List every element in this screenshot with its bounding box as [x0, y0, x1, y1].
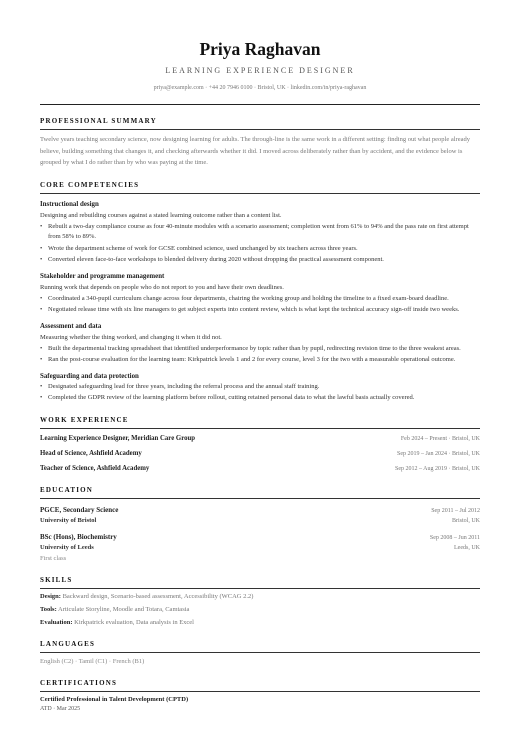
certification-issuer-date: ATD · Mar 2025	[40, 705, 81, 712]
summary-section	[40, 117, 480, 169]
list-item: • Completed the GDPR review of the learning platform before rollout, cutting retained personal data to what the lawful basis actually covered.	[40, 393, 480, 404]
list-item: • Rebuilt a two-day compliance course as four 40-minute modules with a scenario assessment; completion went from 61% to 94% and the pass rate on first attempt from 58% to 89%.	[40, 222, 480, 243]
job-row	[40, 464, 480, 474]
header-divider	[40, 104, 480, 105]
candidate-name: Priya Raghavan	[199, 39, 321, 59]
competencies-section	[40, 181, 480, 404]
skills-section	[40, 576, 480, 628]
competency-list	[40, 294, 480, 316]
competency-description: Running work that depends on people who do not report to you and have their own deadlines.	[40, 283, 284, 291]
section-title: WORK EXPERIENCE	[40, 415, 129, 424]
competency-description: Designing and rebuilding courses against a stated learning outcome rather than a content list.	[40, 211, 282, 219]
competency-description: Measuring whether the thing worked, and changing it when it did not.	[40, 333, 222, 341]
degree-title: PGCE, Secondary Science	[40, 505, 119, 514]
skill-label: Evaluation:	[40, 618, 73, 626]
languages-list: English (C2) · Tamil (C1) · French (B1)	[40, 657, 145, 665]
candidate-headline: LEARNING EXPERIENCE DESIGNER	[165, 66, 355, 75]
list-item: • Converted eleven face-to-face workshops to blended delivery during 2020 without dropping the practical assessment component.	[40, 255, 480, 266]
competency-title: Stakeholder and programme management	[40, 272, 165, 280]
competency-title: Instructional design	[40, 200, 99, 208]
job-title: Head of Science, Ashfield Academy	[40, 449, 142, 457]
job-row	[40, 434, 480, 444]
education-dates: Sep 2008 – Jun 2011	[429, 534, 480, 541]
list-item: • Wrote the department scheme of work for GCSE combined science, used unchanged by six teachers across three years.	[40, 244, 480, 255]
certifications-section	[40, 679, 480, 714]
education-entry	[40, 532, 480, 564]
section-title: LANGUAGES	[40, 639, 96, 648]
list-item: • Designated safeguarding lead for three years, including the referral process and the annual staff training.	[40, 382, 480, 393]
list-item: • Coordinated a 340-pupil curriculum change across four departments, chairing the working group and holding the timeline to a fixed exam-board deadline.	[40, 294, 480, 305]
competency-group	[40, 372, 480, 404]
competency-list	[40, 344, 480, 366]
section-divider	[40, 588, 480, 589]
section-title: CERTIFICATIONS	[40, 678, 118, 687]
skill-value: Articulate Storyline, Moodle and Totara, Camtasia	[58, 605, 190, 613]
section-divider	[40, 129, 480, 130]
degree-classification: First class	[40, 554, 67, 562]
job-row	[40, 449, 480, 459]
education-section	[40, 486, 480, 564]
competency-list	[40, 222, 480, 266]
section-divider	[40, 652, 480, 653]
competency-title: Safeguarding and data protection	[40, 372, 139, 380]
competency-list	[40, 382, 480, 404]
education-entry	[40, 505, 480, 526]
skill-row	[40, 605, 480, 615]
skill-label: Tools:	[40, 605, 57, 613]
competency-title: Assessment and data	[40, 322, 102, 330]
skill-row	[40, 618, 480, 628]
school-location: Leeds, UK	[454, 544, 480, 551]
section-divider	[40, 193, 480, 194]
education-dates: Sep 2011 – Jul 2012	[431, 507, 480, 514]
experience-section	[40, 416, 480, 474]
skill-value: Kirkpatrick evaluation, Data analysis in Excel	[74, 618, 194, 626]
section-divider	[40, 428, 480, 429]
skill-label: Design:	[40, 592, 61, 600]
competency-group	[40, 200, 480, 266]
competency-group	[40, 322, 480, 366]
degree-title: BSc (Hons), Biochemistry	[40, 532, 117, 541]
list-item: • Ran the post-course evaluation for the learning team: Kirkpatrick levels 1 and 2 for every course, level 3 for the two with a measurable operational outcome.	[40, 355, 480, 366]
skill-value: Backward design, Scenario-based assessment, Accessibility (WCAG 2.2)	[62, 592, 254, 600]
school-name: University of Leeds	[40, 543, 94, 551]
certification-name: Certified Professional in Talent Development (CPTD)	[40, 695, 189, 703]
list-item: • Negotiated release time with six line managers to get subject experts into content review, which is what kept the technical accuracy sign-off inside two weeks.	[40, 305, 480, 316]
section-title: SKILLS	[40, 575, 73, 584]
skill-row	[40, 592, 480, 602]
section-divider	[40, 498, 480, 499]
school-name: University of Bristol	[40, 516, 97, 524]
section-divider	[40, 691, 480, 692]
section-title: EDUCATION	[40, 485, 94, 494]
job-dates-location: Feb 2024 – Present · Bristol, UK	[400, 435, 480, 442]
resume-header	[40, 0, 480, 92]
school-location: Bristol, UK	[451, 517, 480, 524]
job-title: Teacher of Science, Ashfield Academy	[40, 464, 150, 472]
list-item: • Built the departmental tracking spreadsheet that identified underperformance by topic rather than by pupil, redirecting revision time to the three weakest areas.	[40, 344, 480, 355]
section-title: PROFESSIONAL SUMMARY	[40, 117, 157, 126]
job-dates-location: Sep 2012 – Aug 2019 · Bristol, UK	[394, 465, 480, 472]
languages-section	[40, 640, 480, 667]
competency-group	[40, 272, 480, 316]
summary-text: Twelve years teaching secondary science, now designing learning for adults. The through-line is the same work in a different setting: finding out what people already believe, building something that changes it, and checking afterwards whether it did. I moved across deliberately rather than by accident, and the evidence below is grouped by what I do rather than by who was paying at the time.	[40, 136, 470, 167]
section-title: CORE COMPETENCIES	[40, 180, 140, 189]
job-title: Learning Experience Designer, Meridian Care Group	[40, 434, 196, 442]
contact-line: priya@example.com · +44 20 7946 0100 · Bristol, UK · linkedin.com/in/priya-raghavan	[153, 85, 367, 91]
job-dates-location: Sep 2019 – Jan 2024 · Bristol, UK	[397, 450, 480, 457]
